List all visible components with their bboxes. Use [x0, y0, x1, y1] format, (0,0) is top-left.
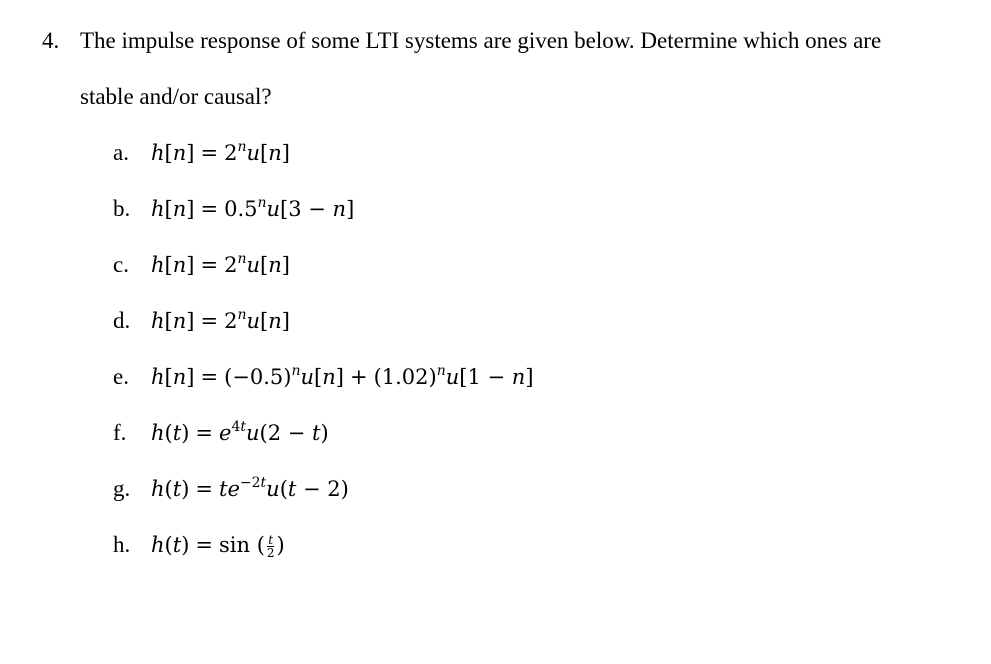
equation: $h[n] = (-0.5)^nu[n] + (1.02)^nu[1 - n]$: [151, 363, 534, 389]
item-c: [113, 252, 290, 286]
item-letter: g.: [113, 476, 131, 501]
item-h: [113, 532, 285, 566]
item-g: [113, 476, 349, 510]
question-text-line-2: stable and/or causal?: [80, 84, 272, 109]
item-d: [113, 308, 290, 342]
item-letter: b.: [113, 196, 131, 221]
item-letter: f.: [113, 420, 127, 445]
equation: $h[n] = 2^nu[n]$: [151, 139, 290, 165]
equation: $h(t) = e^{4t}u(2 - t)$: [151, 419, 329, 445]
equation: $h[n] = 2^nu[n]$: [151, 251, 290, 277]
item-e: [113, 364, 534, 398]
item-letter: h.: [113, 532, 131, 557]
item-f: [113, 420, 329, 454]
fraction: $\frac{t}{2}$: [266, 533, 275, 560]
equation: $h[n] = 0.5^nu[3 - n]$: [151, 195, 355, 221]
item-letter: d.: [113, 308, 131, 333]
item-letter: a.: [113, 140, 129, 165]
item-a: [113, 140, 290, 174]
equation: h(t) = sin ( $\frac{t}{2}$ ): [151, 533, 285, 560]
question-number: 4.: [42, 28, 60, 53]
item-letter: e.: [113, 364, 129, 389]
question-text-line-1: The impulse response of some LTI systems are given below. Determine which ones are: [80, 28, 882, 53]
item-letter: c.: [113, 252, 129, 277]
item-b: [113, 196, 354, 230]
equation: $h[n] = 2^nu[n]$: [151, 307, 290, 333]
equation: $h(t) = te^{-2t}u(t - 2)$: [151, 475, 349, 501]
